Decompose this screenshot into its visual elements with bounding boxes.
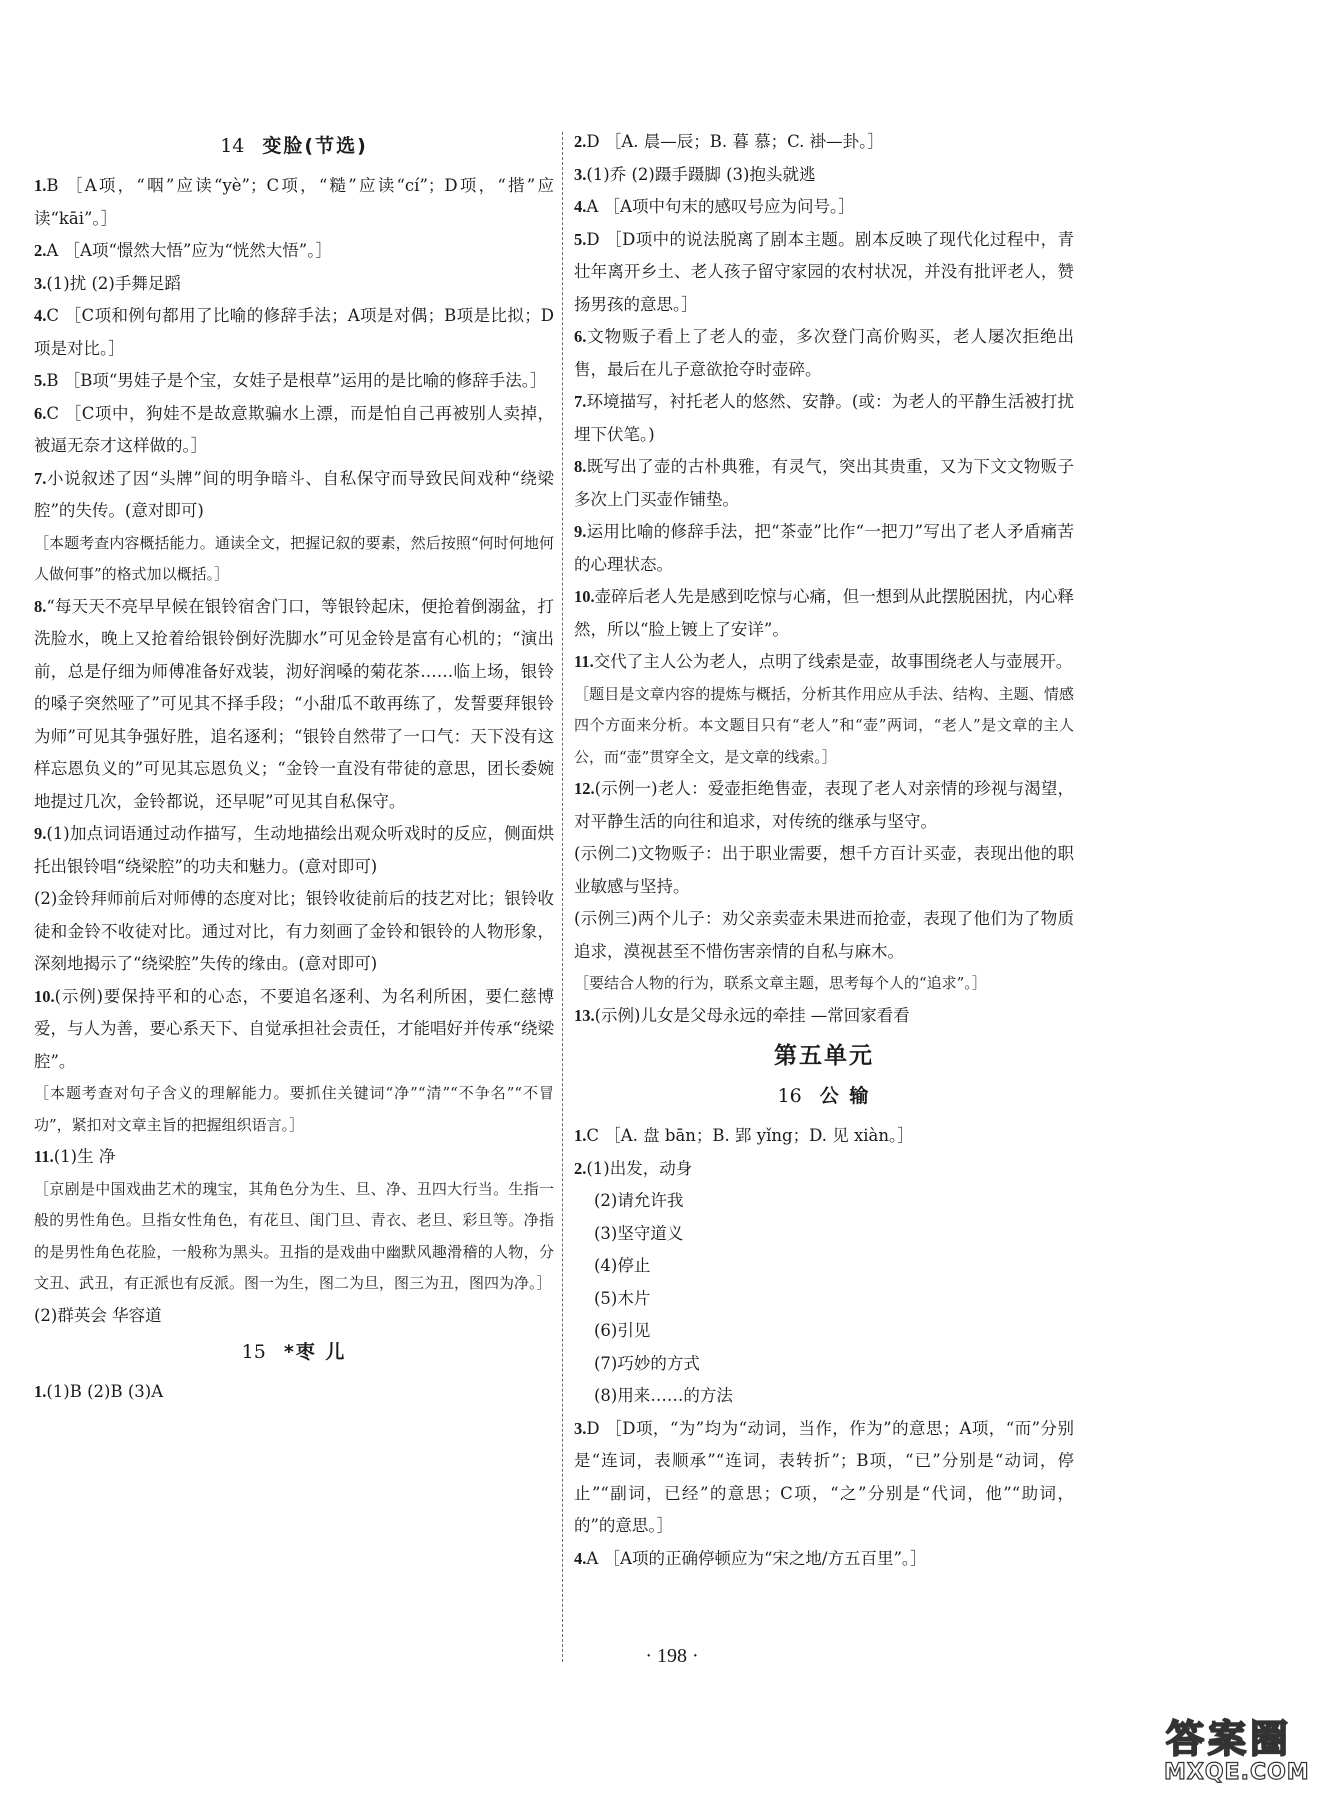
answer-text: D ［A. 晨—辰；B. 暮 慕；C. 褂—卦。］	[586, 132, 884, 151]
answer-text: D ［D项，“为”均为“动词，当作，作为”的意思；A项，“而”分别是“连词，表顺承”“连词，表转折”；B项，“已”分别是“动词，停止”“副词，已经”的意思；C项，“之”分别是“代词，他”“助词，的”的意思。］	[574, 1418, 1074, 1535]
answer-text: (1)B (2)B (3)A	[46, 1382, 164, 1401]
answer-number: 4.	[34, 306, 47, 325]
answer-text: A ［A项“憬然大悟”应为“恍然大悟”。］	[46, 241, 332, 260]
answer-text: (1)乔 (2)蹑手蹑脚 (3)抱头就逃	[586, 164, 816, 184]
answer-text: B ［B项“男娃子是个宝，女娃子是根草”运用的是比喻的修辞手法。］	[46, 371, 547, 390]
answer-text: 环境描写，衬托老人的悠然、安静。(或：为老人的平静生活被打扰埋下伏笔。)	[574, 392, 1074, 444]
answer-extra: (示例二)文物贩子：出于职业需要，想千方百计买壶，表现出他的职业敏感与坚持。	[574, 844, 1074, 896]
section-15-title	[34, 1336, 554, 1368]
answer-text: (1)扰 (2)手舞足蹈	[46, 273, 181, 293]
answer-item	[574, 1153, 1074, 1186]
answer-item	[34, 170, 554, 235]
watermark-main-text: 答案圈	[1166, 1717, 1293, 1761]
answer-number: 9.	[34, 824, 47, 843]
answer-item	[34, 398, 554, 463]
watermark-sub-text: MXQE.COM	[1164, 1760, 1310, 1785]
answer-number: 8.	[574, 457, 587, 476]
left-column	[34, 126, 554, 1409]
answer-item	[574, 451, 1074, 516]
answer-note: ［本题考查对句子含义的理解能力。要抓住关键词“净”“清”“不争名”“不冒功”，紧扣对文章主旨的把握组织语言。］	[34, 1084, 554, 1134]
answer-sub: (5)木片	[594, 1288, 651, 1308]
answer-number: 10.	[34, 986, 55, 1006]
answer-number: 1.	[574, 1126, 587, 1145]
answer-item	[34, 1141, 554, 1174]
answer-item	[574, 1543, 1074, 1576]
answer-item	[34, 365, 554, 398]
answer-extra: (示例三)两个儿子：劝父亲卖壶未果进而抢壶，表现了他们为了物质追求，漠视甚至不惜伤害亲情的自私与麻木。	[574, 909, 1074, 961]
answer-item	[574, 516, 1074, 581]
answer-number: 13.	[574, 1005, 595, 1025]
answer-text: (1)出发，动身	[586, 1158, 693, 1178]
answer-text: (1)生 净	[53, 1147, 116, 1166]
watermark-logo	[1164, 1708, 1334, 1792]
answer-text: “每天天不亮早早候在银铃宿舍门口，等银铃起床，便抢着倒溺盆，打洗脸水，晚上又抢着给银铃倒好洗脚水”可见金铃是富有心机的；“演出前，总是仔细为师傅准备好戏装，沏好润嗓的菊花茶……临上场，银铃的嗓子突然哑了”可见其不择手段；“小甜瓜不敢再练了，发誓要拜银铃为师”可见其争强好胜，追名逐利；“银铃自然带了一口气：天下没有这样忘恩负义的”可见其忘恩负义；“金铃一直没有带徒的意思，团长委婉地提过几次，金铃都说，还早呢”可见其自私保守。	[34, 596, 554, 811]
answer-sub: (8)用来……的方法	[594, 1386, 733, 1405]
answer-text: 既写出了壶的古朴典雅，有灵气，突出其贵重，又为下文文物贩子多次上门买壶作铺垫。	[574, 457, 1074, 509]
answer-number: 2.	[34, 241, 47, 260]
section-14-title	[34, 130, 554, 162]
section-title-text: 公 输	[819, 1085, 871, 1107]
answer-item	[34, 818, 554, 883]
answer-text: 小说叙述了因“头牌”间的明争暗斗、自私保守而导致民间戏种“绕梁腔”的失传。(意对即可)	[34, 468, 554, 520]
answer-number: 1.	[34, 176, 47, 195]
answer-item	[574, 321, 1074, 386]
answer-extra: (2)金铃拜师前后对师傅的态度对比；银铃收徒前后的技艺对比；银铃收徒和金铃不收徒对比。通过对比，有力刻画了金铃和银铃的人物形象，深刻地揭示了“绕梁腔”失传的缘由。(意对即可)	[34, 889, 554, 973]
answer-number: 10.	[574, 587, 595, 606]
answer-note: ［本题考查内容概括能力。通读全文，把握记叙的要素，然后按照“何时何地何人做何事”的格式加以概括。］	[34, 533, 554, 583]
answer-number: 2.	[574, 1158, 587, 1178]
answer-sub: (4)停止	[594, 1256, 651, 1275]
answer-number: 7.	[34, 468, 47, 488]
answer-number: 11.	[574, 652, 594, 671]
answer-item	[34, 591, 554, 819]
answer-note: ［京剧是中国戏曲艺术的瑰宝，其角色分为生、旦、净、丑四大行当。生指一般的男性角色。旦指女性角色，有花旦、闺门旦、青衣、老旦、彩旦等。净指的是男性角色花脸，一般称为黑头。丑指的是戏曲中幽默风趣滑稽的人物，分文丑、武丑，有正派也有反派。图一为生，图二为旦，图三为丑，图四为净。］	[34, 1179, 554, 1292]
answer-item	[574, 646, 1074, 679]
column-divider	[562, 132, 563, 1662]
answer-text: (示例)儿女是父母永远的牵挂 —常回家看看	[594, 1005, 910, 1025]
answer-sub: (3)坚守道义	[594, 1223, 684, 1243]
answer-item	[34, 1376, 554, 1409]
answer-number: 5.	[34, 371, 47, 390]
answer-number: 6.	[574, 327, 587, 346]
answer-text: C ［A. 盘 bān；B. 郢 yǐng；D. 见 xiàn。］	[586, 1126, 914, 1145]
answer-number: 8.	[34, 596, 47, 616]
answer-sub: (7)巧妙的方式	[594, 1353, 700, 1373]
answer-text: 文物贩子看上了老人的壶，多次登门高价购买，老人屡次拒绝出售，最后在儿子意欲抢夺时壶碎。	[574, 327, 1074, 379]
answer-number: 1.	[34, 1382, 47, 1401]
answer-text: C ［C项中，狗娃不是故意欺骗水上漂，而是怕自己再被别人卖掉，被逼无奈才这样做的。］	[34, 403, 554, 455]
answer-item	[574, 159, 1074, 192]
answer-number: 11.	[34, 1147, 54, 1166]
answer-note: ［要结合人物的行为，联系文章主题，思考每个人的“追求”。］	[574, 974, 987, 992]
answer-item	[574, 126, 1074, 159]
answer-item	[574, 581, 1074, 646]
answer-text: A ［A项的正确停顿应为“宋之地/方五百里”。］	[586, 1548, 927, 1568]
section-number: 16	[777, 1085, 802, 1107]
answer-item	[34, 463, 554, 528]
answer-sub: (6)引见	[594, 1321, 651, 1340]
answer-note: ［题目是文章内容的提炼与概括，分析其作用应从手法、结构、主题、情感四个方面来分析。本文题目只有“老人”和“壶”两词，“老人”是文章的主人公，而“壶”贯穿全文，是文章的线索。］	[574, 684, 1074, 766]
answer-item	[574, 191, 1074, 224]
answer-number: 12.	[574, 779, 595, 798]
answer-sub: (2)请允许我	[594, 1191, 684, 1210]
answer-item	[574, 224, 1074, 322]
answer-text: (1)加点词语通过动作描写，生动地描绘出观众听戏时的反应，侧面烘托出银铃唱“绕梁腔”的功夫和魅力。(意对即可)	[34, 824, 554, 876]
answer-text: B ［A项，“咽”应读“yè”；C项，“糙”应读“cí”；D项，“揩”应读“kāi”。］	[34, 176, 554, 228]
answer-item	[574, 1413, 1074, 1543]
answer-text: 交代了主人公为老人，点明了线索是壶，故事围绕老人与壶展开。	[593, 652, 1073, 671]
answer-text: (示例一)老人：爱壶拒绝售壶，表现了老人对亲情的珍视与渴望，对平静生活的向往和追求，对传统的继承与坚守。	[574, 779, 1074, 831]
answer-number: 5.	[574, 229, 587, 249]
answer-number: 6.	[34, 403, 47, 423]
section-16-title	[574, 1080, 1074, 1112]
answer-number: 2.	[574, 132, 587, 151]
answer-item	[574, 386, 1074, 451]
answer-text: 运用比喻的修辞手法，把“茶壶”比作“一把刀”写出了老人矛盾痛苦的心理状态。	[574, 522, 1074, 574]
section-number: 15	[241, 1341, 266, 1363]
answer-number: 3.	[34, 273, 47, 293]
answer-number: 4.	[574, 197, 587, 216]
answer-extra: (2)群英会 华容道	[34, 1305, 162, 1325]
answer-item	[34, 300, 554, 365]
answer-item	[34, 268, 554, 301]
section-title-text: 变脸(节选)	[262, 135, 368, 157]
right-column	[574, 126, 1074, 1575]
answer-text: A ［A项中句末的感叹号应为问号。］	[586, 197, 855, 216]
section-number: 14	[220, 135, 245, 157]
answer-item	[574, 1000, 1074, 1033]
answer-item	[574, 1120, 1074, 1153]
answer-text: D ［D项中的说法脱离了剧本主题。剧本反映了现代化过程中，青壮年离开乡土、老人孩子留守家园的农村状况，并没有批评老人，赞扬男孩的意思。］	[574, 229, 1074, 314]
section-title-text: *枣 儿	[283, 1341, 347, 1363]
answer-number: 3.	[574, 1418, 587, 1438]
answer-number: 4.	[574, 1548, 587, 1568]
answer-number: 7.	[574, 392, 587, 411]
answer-item	[574, 773, 1074, 838]
answer-item	[34, 981, 554, 1079]
answer-text: C ［C项和例句都用了比喻的修辞手法；A项是对偶；B项是比拟；D项是对比。］	[34, 306, 554, 358]
answer-number: 3.	[574, 164, 587, 184]
answer-number: 9.	[574, 522, 587, 541]
answer-item	[34, 235, 554, 268]
page-number: · 198 ·	[645, 1645, 699, 1667]
unit-title: 第五单元	[774, 1043, 874, 1069]
answer-text: (示例)要保持平和的心态，不要追名逐利、为名利所困，要仁慈博爱，与人为善，要心系天下、自觉承担社会责任，才能唱好并传承“绕梁腔”。	[34, 986, 554, 1071]
answer-text: 壶碎后老人先是感到吃惊与心痛，但一想到从此摆脱困扰，内心释然，所以“脸上镀上了安详”。	[574, 587, 1074, 639]
